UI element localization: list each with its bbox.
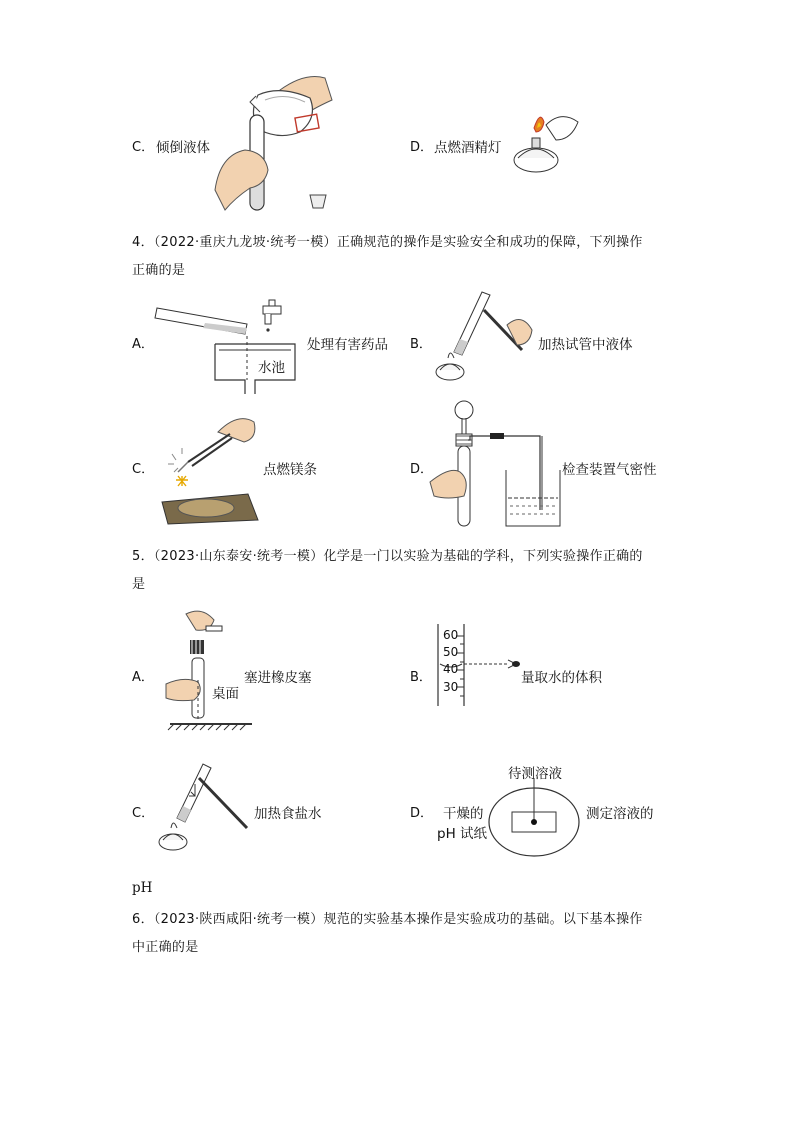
ph-paper-label: pH 试纸 bbox=[437, 826, 488, 842]
q4-stem-line1: 4．（2022·重庆九龙坡·统考一模）正确规范的操作是实验安全和成功的保障，下列操作 bbox=[132, 235, 643, 250]
q3-option-d-letter: D． bbox=[410, 140, 434, 155]
q4-option-b-letter: B． bbox=[410, 337, 432, 352]
q3-option-c-text: 倾倒液体 bbox=[156, 140, 210, 156]
q5-option-a-letter: A． bbox=[132, 670, 154, 685]
alcohol-lamp-lighting-illustration bbox=[506, 100, 586, 180]
q5-trailing-ph: pH bbox=[132, 880, 153, 896]
tick-50: 50 bbox=[443, 645, 459, 659]
q4-option-a-letter: A． bbox=[132, 337, 154, 352]
tick-30: 30 bbox=[443, 680, 459, 694]
q5-option-b-letter: B． bbox=[410, 670, 432, 685]
desk-label: 桌面 bbox=[212, 686, 239, 702]
q4-option-b-text: 加热试管中液体 bbox=[538, 337, 633, 353]
q6-stem-line1: 6．（2023·陕西咸阳·统考一模）规范的实验基本操作是实验成功的基础。以下基本操作 bbox=[132, 912, 643, 927]
q3-option-d-text: 点燃酒精灯 bbox=[434, 140, 502, 156]
q5-option-b-text: 量取水的体积 bbox=[521, 670, 602, 686]
q6-stem-line2: 中正确的是 bbox=[132, 940, 199, 955]
q5-option-a-text: 塞进橡皮塞 bbox=[244, 670, 312, 686]
heat-tube-illustration bbox=[432, 290, 537, 390]
q3-option-c-letter: C． bbox=[132, 140, 155, 155]
q4-option-a-text: 处理有害药品 bbox=[307, 337, 388, 353]
burn-magnesium-illustration bbox=[158, 402, 268, 527]
dry-label: 干燥的 bbox=[443, 806, 484, 822]
q5-option-d-text: 测定溶液的 bbox=[586, 806, 654, 822]
q4-option-d-letter: D． bbox=[410, 462, 434, 477]
sink-dispose-illustration bbox=[155, 296, 305, 396]
sink-label: 水池 bbox=[258, 360, 285, 376]
q4-option-c-text: 点燃镁条 bbox=[263, 462, 317, 478]
tick-60: 60 bbox=[443, 628, 459, 642]
q5-option-c-text: 加热食盐水 bbox=[254, 806, 322, 822]
ph-paper-illustration bbox=[488, 778, 580, 858]
q5-option-c-letter: C． bbox=[132, 806, 155, 821]
airtightness-check-illustration bbox=[430, 400, 560, 530]
q4-option-c-letter: C． bbox=[132, 462, 155, 477]
q4-stem-line2: 正确的是 bbox=[132, 263, 186, 278]
q5-stem-line1: 5．（2023·山东泰安·统考一模）化学是一门以实验为基础的学科，下列实验操作正确的 bbox=[132, 549, 643, 564]
pending-solution-label: 待测溶液 bbox=[508, 766, 562, 782]
q5-option-d-letter: D． bbox=[410, 806, 434, 821]
insert-stopper-illustration bbox=[166, 606, 256, 734]
pour-liquid-illustration bbox=[210, 70, 340, 220]
tick-40: 40 bbox=[443, 662, 459, 676]
q5-stem-line2: 是 bbox=[132, 577, 146, 592]
q4-option-d-text: 检查装置气密性 bbox=[562, 462, 657, 478]
heat-salt-water-illustration bbox=[155, 762, 255, 858]
